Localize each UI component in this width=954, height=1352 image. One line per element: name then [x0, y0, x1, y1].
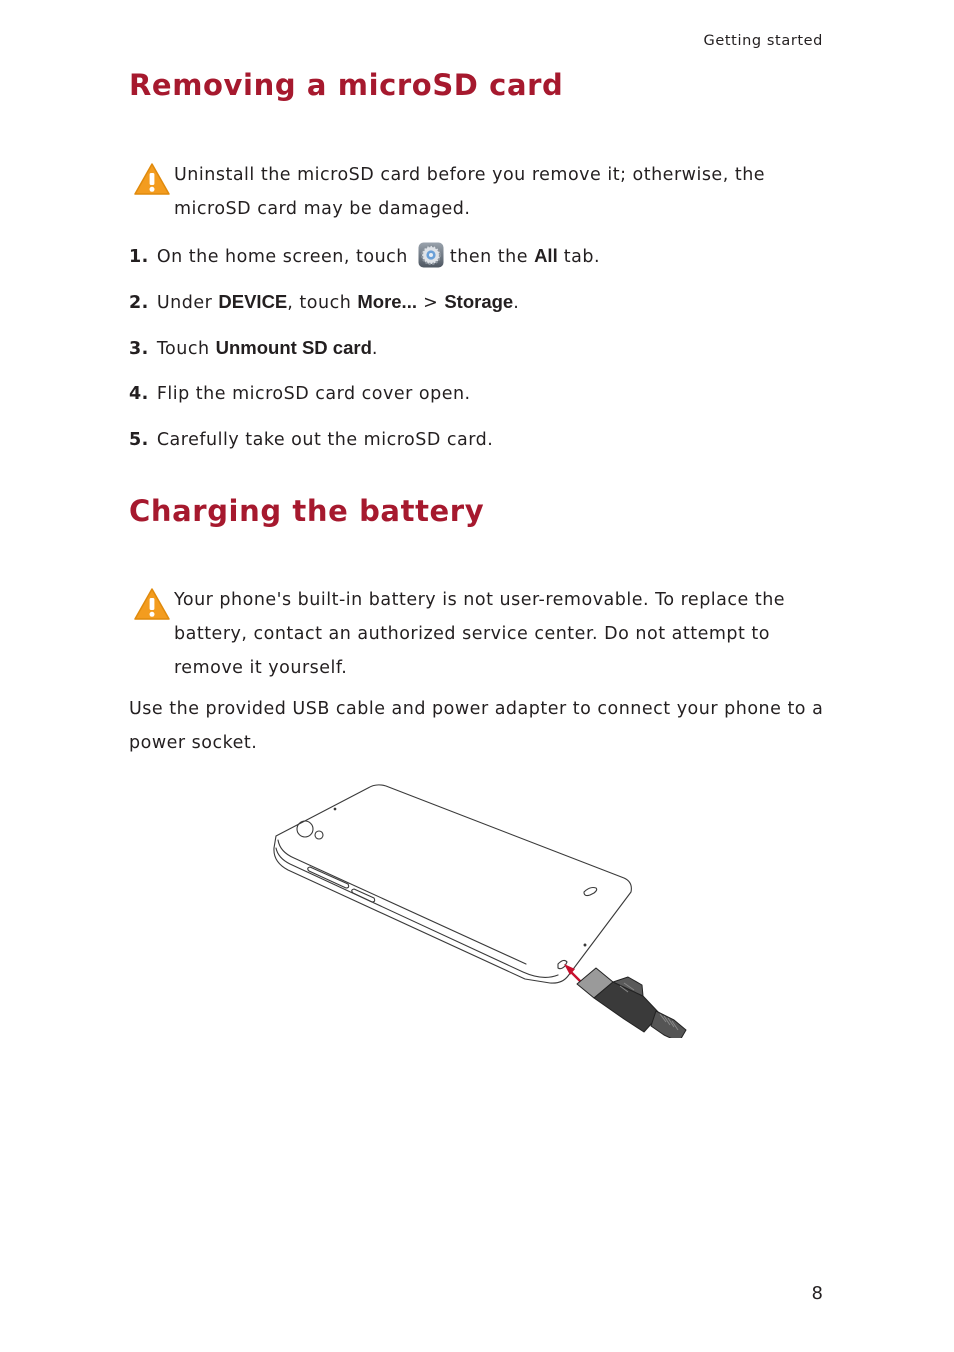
- warning-text-microsd: Uninstall the microSD card before you remove it; otherwise, the microSD card may be damaged.: [174, 165, 766, 219]
- page-number: 8: [811, 1283, 823, 1304]
- step-2: [129, 285, 519, 320]
- warning-text-battery: Your phone's built-in battery is not user-removable. To replace the battery, contact an authorized service center. Do not attempt to remove it yourself.: [174, 590, 786, 678]
- ui-term-more: More...: [357, 291, 417, 312]
- step-4: [129, 377, 471, 411]
- running-header: Getting started: [703, 33, 823, 49]
- step-number: 3.: [129, 339, 149, 359]
- ui-term-storage: Storage: [444, 291, 514, 312]
- section-title-removing-microsd: Removing a microSD card: [129, 68, 564, 102]
- step-text: .: [513, 293, 520, 313]
- step-text: tab.: [563, 247, 601, 267]
- section-title-charging-battery: Charging the battery: [129, 494, 485, 528]
- step-text: On the home screen, touch: [156, 247, 408, 267]
- ui-term-device: DEVICE: [218, 291, 288, 312]
- settings-gear-icon: [418, 242, 444, 268]
- ui-term-unmount-sd-card: Unmount SD card: [215, 337, 372, 358]
- warning-triangle-icon: [133, 587, 171, 621]
- step-1: [129, 239, 600, 274]
- step-5: [129, 423, 493, 457]
- warning-triangle-icon: [133, 162, 171, 196]
- step-text: Carefully take out the microSD card.: [156, 430, 494, 450]
- step-text: .: [371, 339, 378, 359]
- step-number: 1.: [129, 247, 149, 267]
- step-text: Under: [156, 293, 213, 313]
- path-separator: >: [423, 293, 439, 313]
- step-text: then the: [449, 247, 528, 267]
- step-3: [129, 331, 378, 366]
- charging-instruction: Use the provided USB cable and power adapter to connect your phone to a power socket.: [129, 699, 824, 753]
- step-text: , touch: [287, 293, 352, 313]
- ui-term-all: All: [534, 245, 558, 266]
- step-text: Touch: [156, 339, 210, 359]
- step-number: 5.: [129, 430, 149, 450]
- step-number: 2.: [129, 293, 149, 313]
- phone-charging-illustration: [268, 778, 698, 1038]
- step-number: 4.: [129, 384, 149, 404]
- step-text: Flip the microSD card cover open.: [156, 384, 471, 404]
